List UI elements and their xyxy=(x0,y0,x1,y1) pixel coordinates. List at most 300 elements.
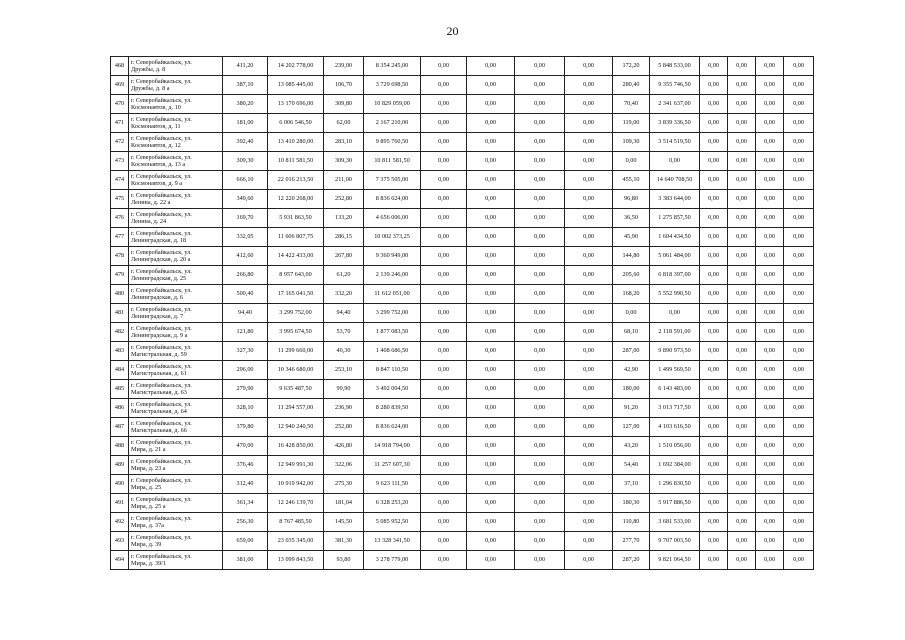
value-cell: 0,00 xyxy=(728,304,756,323)
value-cell: 0,00 xyxy=(467,228,515,247)
address-line-2: Мира, д. 39 xyxy=(131,541,162,548)
address-line-2: Мира, д. 21 а xyxy=(131,446,166,453)
value-cell: 0,00 xyxy=(700,361,728,380)
value-cell: 0,00 xyxy=(467,551,515,570)
address-cell xyxy=(129,57,223,76)
address-cell xyxy=(129,209,223,228)
value-cell: 14 422 433,00 xyxy=(268,247,324,266)
address-line-1: г. Северобайкальск, ул. xyxy=(131,154,192,161)
value-cell: 0,00 xyxy=(700,266,728,285)
value-cell: 470,00 xyxy=(223,437,268,456)
value-cell: 2 139 246,00 xyxy=(364,266,421,285)
row-number: 469 xyxy=(111,76,129,95)
table-row xyxy=(111,361,814,380)
value-cell: 22 016 213,50 xyxy=(268,171,324,190)
value-cell: 10 002 373,25 xyxy=(364,228,421,247)
address-line-1: г. Северобайкальск, ул. xyxy=(131,78,192,85)
table-row xyxy=(111,380,814,399)
address-line-2: Магистральная, д. 63 xyxy=(131,389,187,396)
value-cell: 0,00 xyxy=(421,152,467,171)
value-cell: 11 606 807,75 xyxy=(268,228,324,247)
value-cell: 0,00 xyxy=(467,76,515,95)
value-cell: 0,00 xyxy=(565,380,613,399)
value-cell: 0,00 xyxy=(784,551,814,570)
table-row xyxy=(111,513,814,532)
value-cell: 0,00 xyxy=(565,342,613,361)
value-cell: 0,00 xyxy=(728,399,756,418)
value-cell: 5 917 886,50 xyxy=(650,494,700,513)
value-cell: 0,00 xyxy=(728,551,756,570)
value-cell: 309,80 xyxy=(324,95,364,114)
value-cell: 0,00 xyxy=(467,114,515,133)
value-cell: 0,00 xyxy=(728,95,756,114)
value-cell: 0,00 xyxy=(515,228,565,247)
value-cell: 0,00 xyxy=(565,95,613,114)
row-number: 472 xyxy=(111,133,129,152)
value-cell: 0,00 xyxy=(515,304,565,323)
value-cell: 296,00 xyxy=(223,361,268,380)
value-cell: 0,00 xyxy=(700,532,728,551)
value-cell: 0,00 xyxy=(565,209,613,228)
value-cell: 0,00 xyxy=(421,418,467,437)
address-line-2: Ленина, д. 22 а xyxy=(131,199,171,206)
value-cell: 94,40 xyxy=(324,304,364,323)
value-cell: 0,00 xyxy=(784,190,814,209)
value-cell: 252,80 xyxy=(324,190,364,209)
value-cell: 62,00 xyxy=(324,114,364,133)
value-cell: 0,00 xyxy=(421,76,467,95)
value-cell: 279,90 xyxy=(223,380,268,399)
value-cell: 1 877 083,50 xyxy=(364,323,421,342)
address-line-2: Космонавтов, д. 10 xyxy=(131,104,181,111)
value-cell: 0,00 xyxy=(467,475,515,494)
value-cell: 0,00 xyxy=(421,95,467,114)
value-cell: 0,00 xyxy=(784,114,814,133)
address-line-1: г. Северобайкальск, ул. xyxy=(131,363,192,370)
value-cell: 0,00 xyxy=(728,380,756,399)
value-cell: 0,00 xyxy=(515,399,565,418)
value-cell: 0,00 xyxy=(467,133,515,152)
value-cell: 0,00 xyxy=(728,513,756,532)
value-cell: 0,00 xyxy=(421,456,467,475)
value-cell: 9 635 487,50 xyxy=(268,380,324,399)
value-cell: 40,30 xyxy=(324,342,364,361)
value-cell: 0,00 xyxy=(467,494,515,513)
value-cell: 145,50 xyxy=(324,513,364,532)
value-cell: 0,00 xyxy=(756,228,784,247)
value-cell: 0,00 xyxy=(728,494,756,513)
value-cell: 0,00 xyxy=(650,304,700,323)
value-cell: 0,00 xyxy=(467,399,515,418)
address-line-1: г. Северобайкальск, ул. xyxy=(131,534,192,541)
table-row xyxy=(111,285,814,304)
address-line-1: г. Северобайкальск, ул. xyxy=(131,306,192,313)
value-cell: 0,00 xyxy=(650,152,700,171)
value-cell: 0,00 xyxy=(728,361,756,380)
address-line-2: Мира, д. 25 xyxy=(131,484,162,491)
value-cell: 9 707 003,50 xyxy=(650,532,700,551)
value-cell: 287,20 xyxy=(613,551,650,570)
address-cell xyxy=(129,494,223,513)
value-cell: 1 296 830,50 xyxy=(650,475,700,494)
value-cell: 133,20 xyxy=(324,209,364,228)
address-cell xyxy=(129,285,223,304)
address-line-1: г. Северобайкальск, ул. xyxy=(131,249,192,256)
value-cell: 0,00 xyxy=(467,285,515,304)
value-cell: 0,00 xyxy=(784,323,814,342)
value-cell: 0,00 xyxy=(784,171,814,190)
value-cell: 0,00 xyxy=(784,342,814,361)
row-number: 475 xyxy=(111,190,129,209)
value-cell: 0,00 xyxy=(565,171,613,190)
value-cell: 9 895 760,50 xyxy=(364,133,421,152)
row-number: 480 xyxy=(111,285,129,304)
value-cell: 267,80 xyxy=(324,247,364,266)
value-cell: 0,00 xyxy=(700,76,728,95)
value-cell: 236,90 xyxy=(324,399,364,418)
value-cell: 266,80 xyxy=(223,266,268,285)
address-cell xyxy=(129,152,223,171)
value-cell: 0,00 xyxy=(700,513,728,532)
value-cell: 0,00 xyxy=(700,209,728,228)
table-row xyxy=(111,266,814,285)
value-cell: 0,00 xyxy=(784,437,814,456)
row-number: 478 xyxy=(111,247,129,266)
value-cell: 0,00 xyxy=(565,152,613,171)
value-cell: 0,00 xyxy=(784,57,814,76)
address-line-1: г. Северобайкальск, ул. xyxy=(131,59,192,66)
value-cell: 283,10 xyxy=(324,133,364,152)
value-cell: 0,00 xyxy=(613,152,650,171)
value-cell: 0,00 xyxy=(700,247,728,266)
value-cell: 0,00 xyxy=(756,399,784,418)
address-line-2: Магистральная, д. 64 xyxy=(131,408,187,415)
address-line-2: Ленинградская, д. 20 а xyxy=(131,256,191,263)
value-cell: 1 275 857,50 xyxy=(650,209,700,228)
value-cell: 0,00 xyxy=(700,342,728,361)
value-cell: 0,00 xyxy=(728,456,756,475)
value-cell: 0,00 xyxy=(565,532,613,551)
value-cell: 0,00 xyxy=(565,475,613,494)
value-cell: 0,00 xyxy=(700,190,728,209)
value-cell: 6 006 546,50 xyxy=(268,114,324,133)
value-cell: 380,20 xyxy=(223,95,268,114)
value-cell: 0,00 xyxy=(515,95,565,114)
value-cell: 0,00 xyxy=(756,285,784,304)
value-cell: 0,00 xyxy=(700,152,728,171)
value-cell: 0,00 xyxy=(515,380,565,399)
row-number: 470 xyxy=(111,95,129,114)
value-cell: 3 514 519,50 xyxy=(650,133,700,152)
value-cell: 0,00 xyxy=(784,247,814,266)
value-cell: 0,00 xyxy=(421,209,467,228)
value-cell: 180,30 xyxy=(613,494,650,513)
value-cell: 0,00 xyxy=(565,190,613,209)
value-cell: 0,00 xyxy=(756,532,784,551)
value-cell: 327,30 xyxy=(223,342,268,361)
address-line-1: г. Северобайкальск, ул. xyxy=(131,458,192,465)
value-cell: 0,00 xyxy=(700,399,728,418)
value-cell: 0,00 xyxy=(784,494,814,513)
row-number: 484 xyxy=(111,361,129,380)
value-cell: 0,00 xyxy=(421,114,467,133)
address-line-1: г. Северобайкальск, ул. xyxy=(131,553,192,560)
address-line-2: Космонавтов, д. 13 а xyxy=(131,161,186,168)
value-cell: 205,60 xyxy=(613,266,650,285)
address-line-2: Мира, д. 39/1 xyxy=(131,560,166,567)
value-cell: 0,00 xyxy=(728,342,756,361)
value-cell: 14 918 794,00 xyxy=(364,437,421,456)
table-row xyxy=(111,95,814,114)
value-cell: 0,00 xyxy=(421,342,467,361)
value-cell: 0,00 xyxy=(467,247,515,266)
table-row xyxy=(111,247,814,266)
value-cell: 0,00 xyxy=(467,57,515,76)
value-cell: 0,00 xyxy=(467,304,515,323)
value-cell: 0,00 xyxy=(728,228,756,247)
address-cell xyxy=(129,399,223,418)
value-cell: 36,50 xyxy=(613,209,650,228)
value-cell: 0,00 xyxy=(467,532,515,551)
value-cell: 0,00 xyxy=(421,399,467,418)
value-cell: 0,00 xyxy=(467,361,515,380)
value-cell: 0,00 xyxy=(728,114,756,133)
table-row xyxy=(111,209,814,228)
value-cell: 0,00 xyxy=(515,513,565,532)
value-cell: 3 729 698,50 xyxy=(364,76,421,95)
address-cell xyxy=(129,361,223,380)
value-cell: 0,00 xyxy=(421,304,467,323)
value-cell: 0,00 xyxy=(756,304,784,323)
value-cell: 0,00 xyxy=(784,532,814,551)
table-row xyxy=(111,76,814,95)
value-cell: 3 839 336,50 xyxy=(650,114,700,133)
value-cell: 0,00 xyxy=(565,266,613,285)
table-row xyxy=(111,152,814,171)
value-cell: 8 957 643,00 xyxy=(268,266,324,285)
value-cell: 280,40 xyxy=(613,76,650,95)
row-number: 488 xyxy=(111,437,129,456)
value-cell: 0,00 xyxy=(467,152,515,171)
value-cell: 0,00 xyxy=(784,475,814,494)
table-row xyxy=(111,437,814,456)
value-cell: 94,40 xyxy=(223,304,268,323)
value-cell: 361,34 xyxy=(223,494,268,513)
value-cell: 99,90 xyxy=(324,380,364,399)
table-row xyxy=(111,532,814,551)
value-cell: 5 848 533,00 xyxy=(650,57,700,76)
value-cell: 659,00 xyxy=(223,532,268,551)
value-cell: 0,00 xyxy=(515,475,565,494)
value-cell: 0,00 xyxy=(728,266,756,285)
value-cell: 5 931 863,50 xyxy=(268,209,324,228)
address-line-1: г. Северобайкальск, ул. xyxy=(131,496,192,503)
row-number: 476 xyxy=(111,209,129,228)
value-cell: 0,00 xyxy=(565,76,613,95)
value-cell: 0,00 xyxy=(756,437,784,456)
value-cell: 0,00 xyxy=(728,76,756,95)
value-cell: 332,05 xyxy=(223,228,268,247)
housing-table xyxy=(110,56,814,570)
value-cell: 9 623 111,50 xyxy=(364,475,421,494)
value-cell: 0,00 xyxy=(467,437,515,456)
table-row xyxy=(111,133,814,152)
value-cell: 0,00 xyxy=(728,532,756,551)
address-cell xyxy=(129,133,223,152)
value-cell: 0,00 xyxy=(565,323,613,342)
value-cell: 0,00 xyxy=(728,285,756,304)
address-cell xyxy=(129,190,223,209)
row-number: 477 xyxy=(111,228,129,247)
value-cell: 7 375 505,00 xyxy=(364,171,421,190)
value-cell: 16 428 850,00 xyxy=(268,437,324,456)
value-cell: 0,00 xyxy=(700,323,728,342)
value-cell: 93,80 xyxy=(324,551,364,570)
value-cell: 0,00 xyxy=(756,114,784,133)
value-cell: 0,00 xyxy=(784,513,814,532)
table-row xyxy=(111,551,814,570)
value-cell: 0,00 xyxy=(565,247,613,266)
value-cell: 0,00 xyxy=(728,247,756,266)
value-cell: 0,00 xyxy=(784,133,814,152)
address-line-2: Магистральная, д. 61 xyxy=(131,370,187,377)
address-line-2: Ленинградская, д. 9 а xyxy=(131,332,188,339)
value-cell: 0,00 xyxy=(728,323,756,342)
value-cell: 0,00 xyxy=(421,380,467,399)
table-row xyxy=(111,342,814,361)
value-cell: 0,00 xyxy=(565,437,613,456)
value-cell: 1 408 686,50 xyxy=(364,342,421,361)
address-cell xyxy=(129,266,223,285)
value-cell: 13 099 843,50 xyxy=(268,551,324,570)
value-cell: 0,00 xyxy=(515,361,565,380)
value-cell: 8 280 839,50 xyxy=(364,399,421,418)
value-cell: 0,00 xyxy=(467,95,515,114)
value-cell: 11 299 660,00 xyxy=(268,342,324,361)
value-cell: 0,00 xyxy=(421,133,467,152)
row-number: 485 xyxy=(111,380,129,399)
value-cell: 0,00 xyxy=(515,171,565,190)
address-cell xyxy=(129,418,223,437)
address-line-1: г. Северобайкальск, ул. xyxy=(131,192,192,199)
address-line-1: г. Северобайкальск, ул. xyxy=(131,325,192,332)
address-cell xyxy=(129,247,223,266)
value-cell: 0,00 xyxy=(467,418,515,437)
value-cell: 381,30 xyxy=(324,532,364,551)
value-cell: 53,70 xyxy=(324,323,364,342)
value-cell: 181,00 xyxy=(223,114,268,133)
value-cell: 0,00 xyxy=(421,361,467,380)
address-line-2: Ленинградская, д. 6 xyxy=(131,294,184,301)
value-cell: 0,00 xyxy=(700,475,728,494)
value-cell: 0,00 xyxy=(756,475,784,494)
value-cell: 0,00 xyxy=(700,285,728,304)
value-cell: 0,00 xyxy=(756,266,784,285)
value-cell: 13 085 445,00 xyxy=(268,76,324,95)
value-cell: 287,00 xyxy=(613,342,650,361)
value-cell: 12 246 139,70 xyxy=(268,494,324,513)
value-cell: 0,00 xyxy=(700,304,728,323)
value-cell: 9 821 064,50 xyxy=(650,551,700,570)
value-cell: 11 612 051,00 xyxy=(364,285,421,304)
value-cell: 0,00 xyxy=(784,418,814,437)
row-number: 486 xyxy=(111,399,129,418)
value-cell: 6 328 253,20 xyxy=(364,494,421,513)
value-cell: 1 692 384,00 xyxy=(650,456,700,475)
value-cell: 322,06 xyxy=(324,456,364,475)
value-cell: 1 510 056,00 xyxy=(650,437,700,456)
address-line-1: г. Северобайкальск, ул. xyxy=(131,401,192,408)
value-cell: 45,90 xyxy=(613,228,650,247)
value-cell: 387,10 xyxy=(223,76,268,95)
value-cell: 43,20 xyxy=(613,437,650,456)
value-cell: 3 383 644,00 xyxy=(650,190,700,209)
value-cell: 0,00 xyxy=(421,266,467,285)
value-cell: 0,00 xyxy=(421,551,467,570)
value-cell: 277,70 xyxy=(613,532,650,551)
table-row xyxy=(111,494,814,513)
value-cell: 252,80 xyxy=(324,418,364,437)
value-cell: 0,00 xyxy=(515,76,565,95)
table-row xyxy=(111,228,814,247)
row-number: 489 xyxy=(111,456,129,475)
value-cell: 0,00 xyxy=(421,532,467,551)
value-cell: 0,00 xyxy=(728,171,756,190)
value-cell: 54,40 xyxy=(613,456,650,475)
value-cell: 0,00 xyxy=(515,532,565,551)
value-cell: 0,00 xyxy=(784,456,814,475)
value-cell: 0,00 xyxy=(515,456,565,475)
value-cell: 13 170 696,00 xyxy=(268,95,324,114)
value-cell: 3 299 752,00 xyxy=(364,304,421,323)
value-cell: 312,40 xyxy=(223,475,268,494)
value-cell: 0,00 xyxy=(784,399,814,418)
value-cell: 0,00 xyxy=(565,399,613,418)
address-line-2: Космонавтов, д. 11 xyxy=(131,123,181,130)
value-cell: 0,00 xyxy=(515,418,565,437)
value-cell: 11 257 607,30 xyxy=(364,456,421,475)
address-line-1: г. Северобайкальск, ул. xyxy=(131,477,192,484)
value-cell: 256,30 xyxy=(223,513,268,532)
value-cell: 172,20 xyxy=(613,57,650,76)
value-cell: 0,00 xyxy=(728,133,756,152)
value-cell: 6 143 483,00 xyxy=(650,380,700,399)
value-cell: 8 836 624,00 xyxy=(364,418,421,437)
value-cell: 0,00 xyxy=(700,418,728,437)
value-cell: 9 355 746,50 xyxy=(650,76,700,95)
value-cell: 412,60 xyxy=(223,247,268,266)
value-cell: 211,00 xyxy=(324,171,364,190)
value-cell: 500,40 xyxy=(223,285,268,304)
value-cell: 10 829 059,00 xyxy=(364,95,421,114)
value-cell: 8 767 485,50 xyxy=(268,513,324,532)
address-cell xyxy=(129,532,223,551)
value-cell: 0,00 xyxy=(728,190,756,209)
table-row xyxy=(111,171,814,190)
value-cell: 10 811 581,50 xyxy=(268,152,324,171)
value-cell: 0,00 xyxy=(756,171,784,190)
value-cell: 37,10 xyxy=(613,475,650,494)
value-cell: 10 811 581,50 xyxy=(364,152,421,171)
address-line-1: г. Северобайкальск, ул. xyxy=(131,439,192,446)
table-row xyxy=(111,323,814,342)
value-cell: 0,00 xyxy=(728,209,756,228)
value-cell: 286,15 xyxy=(324,228,364,247)
value-cell: 0,00 xyxy=(700,228,728,247)
table-row xyxy=(111,399,814,418)
row-number: 474 xyxy=(111,171,129,190)
row-number: 490 xyxy=(111,475,129,494)
